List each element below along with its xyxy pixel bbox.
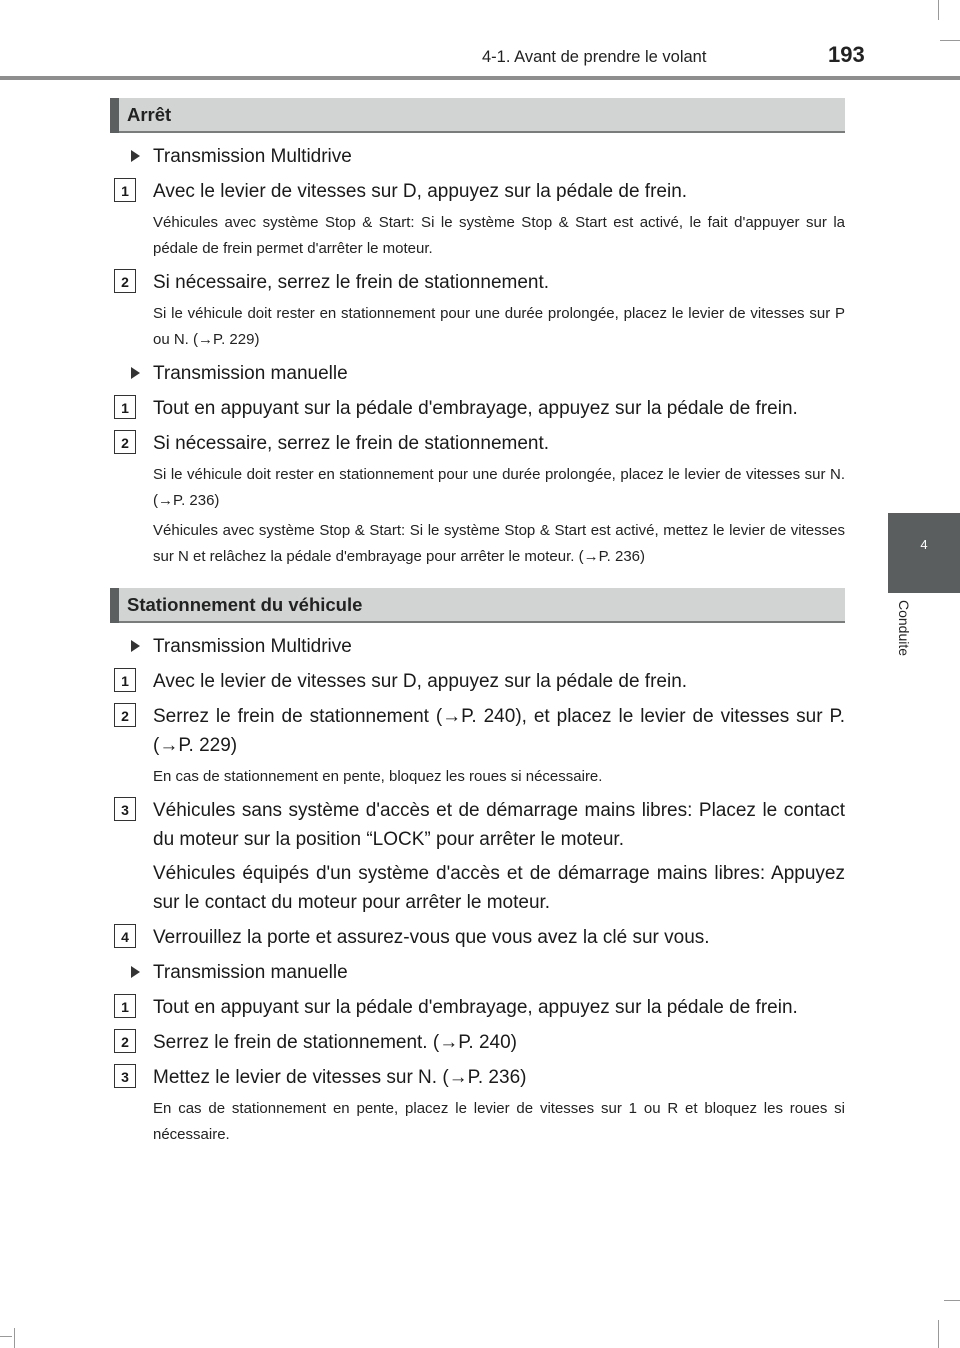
step-item (110, 796, 845, 854)
step-number-badge: 3 (114, 797, 136, 821)
crop-mark (940, 40, 960, 41)
note-text (110, 1096, 845, 1148)
step-number-badge: 1 (114, 395, 136, 419)
step-text: Véhicules sans système d'accès et de démarrage mains libres: Placez le contact du moteur sur la position “LOCK” pour arrêter le moteur. (153, 800, 845, 850)
section-heading (110, 588, 845, 623)
step-item (110, 268, 845, 297)
body-paragraph (110, 859, 845, 917)
step-text: Avec le levier de vitesses sur D, appuyez sur la pédale de frein. (153, 671, 688, 692)
step-item (110, 394, 845, 423)
crop-mark (938, 1320, 939, 1348)
step-text: Avec le levier de vitesses sur D, appuyez sur la pédale de frein. (153, 181, 688, 202)
triangle-bullet-icon (131, 150, 140, 162)
crop-mark (0, 1336, 12, 1337)
crop-mark (944, 1300, 960, 1301)
page-number: 193 (828, 42, 865, 67)
note-text (110, 462, 845, 514)
page-content (110, 98, 845, 1148)
step-text: Serrez le frein de stationnement (→P. 240), et placez le levier de vitesses sur P. (→P. 229) (153, 706, 845, 756)
step-text: Tout en appuyant sur la pédale d'embrayage, appuyez sur la pédale de frein. (153, 997, 798, 1018)
triangle-bullet-icon (131, 640, 140, 652)
section-title: Stationnement du véhicule (127, 594, 363, 615)
step-item (110, 1028, 845, 1057)
note-text (110, 210, 845, 262)
note-text: Si le véhicule doit rester en stationnement pour une durée prolongée, placez le levier de vitesses sur N. (→P. 236) (153, 466, 845, 509)
step-text: Si nécessaire, serrez le frein de stationnement. (153, 433, 550, 454)
header-rule (0, 76, 960, 80)
step-number-badge: 3 (114, 1064, 136, 1088)
step-item (110, 702, 845, 760)
step-number-badge: 2 (114, 269, 136, 293)
crop-mark (14, 1328, 15, 1348)
step-number-badge: 2 (114, 430, 136, 454)
step-number-badge: 4 (114, 924, 136, 948)
bullet-text: Transmission manuelle (153, 962, 348, 983)
step-number-badge: 2 (114, 703, 136, 727)
step-text: Serrez le frein de stationnement. (→P. 240) (153, 1032, 518, 1053)
note-text: En cas de stationnement en pente, placez le levier de vitesses sur 1 ou R et bloquez les roues si nécessaire. (153, 1100, 845, 1143)
body-text: Véhicules équipés d'un système d'accès et de démarrage mains libres: Appuyez sur le contact du moteur pour arrêter le moteur. (153, 863, 845, 913)
step-item (110, 1063, 845, 1092)
transmission-heading (110, 360, 845, 388)
step-text: Si nécessaire, serrez le frein de stationnement. (153, 272, 550, 293)
section-heading-bar (110, 98, 119, 133)
crop-mark (938, 0, 939, 20)
section-title: Arrêt (127, 104, 172, 125)
chapter-label-text: Conduite (896, 600, 912, 657)
step-item (110, 667, 845, 696)
running-header-title: 4-1. Avant de prendre le volant (482, 48, 707, 66)
step-item (110, 177, 845, 206)
bullet-text: Transmission Multidrive (153, 146, 352, 167)
triangle-bullet-icon (131, 966, 140, 978)
step-item (110, 923, 845, 952)
bullet-text: Transmission manuelle (153, 363, 348, 384)
step-text: Mettez le levier de vitesses sur N. (→P. 236) (153, 1067, 527, 1088)
note-text: Véhicules avec système Stop & Start: Si le système Stop & Start est activé, mettez le levier de vitesses sur N et relâchez la pédale d'embrayage pour arrêter le moteur. (→P. 236) (153, 522, 845, 565)
step-text: Tout en appuyant sur la pédale d'embrayage, appuyez sur la pédale de frein. (153, 398, 798, 419)
chapter-number: 4 (920, 537, 928, 552)
transmission-heading (110, 959, 845, 987)
note-text: En cas de stationnement en pente, bloquez les roues si nécessaire. (153, 768, 603, 785)
section-heading-bar (110, 588, 119, 623)
transmission-heading (110, 633, 845, 661)
step-number-badge: 2 (114, 1029, 136, 1053)
note-text: Si le véhicule doit rester en stationnement pour une durée prolongée, placez le levier de vitesses sur P ou N. (→P. 229) (153, 305, 845, 348)
step-item (110, 429, 845, 458)
note-text (110, 518, 845, 570)
note-text: Véhicules avec système Stop & Start: Si le système Stop & Start est activé, le fait d'appuyer sur la pédale de frein permet d'arrêter le moteur. (153, 214, 845, 257)
chapter-tab (888, 513, 960, 593)
chapter-label (896, 600, 916, 680)
step-number-badge: 1 (114, 994, 136, 1018)
note-text (110, 764, 845, 790)
bullet-text: Transmission Multidrive (153, 636, 352, 657)
triangle-bullet-icon (131, 367, 140, 379)
step-number-badge: 1 (114, 668, 136, 692)
step-text: Verrouillez la porte et assurez-vous que vous avez la clé sur vous. (153, 927, 710, 948)
note-text (110, 301, 845, 353)
step-item (110, 993, 845, 1022)
section-heading (110, 98, 845, 133)
step-number-badge: 1 (114, 178, 136, 202)
transmission-heading (110, 143, 845, 171)
